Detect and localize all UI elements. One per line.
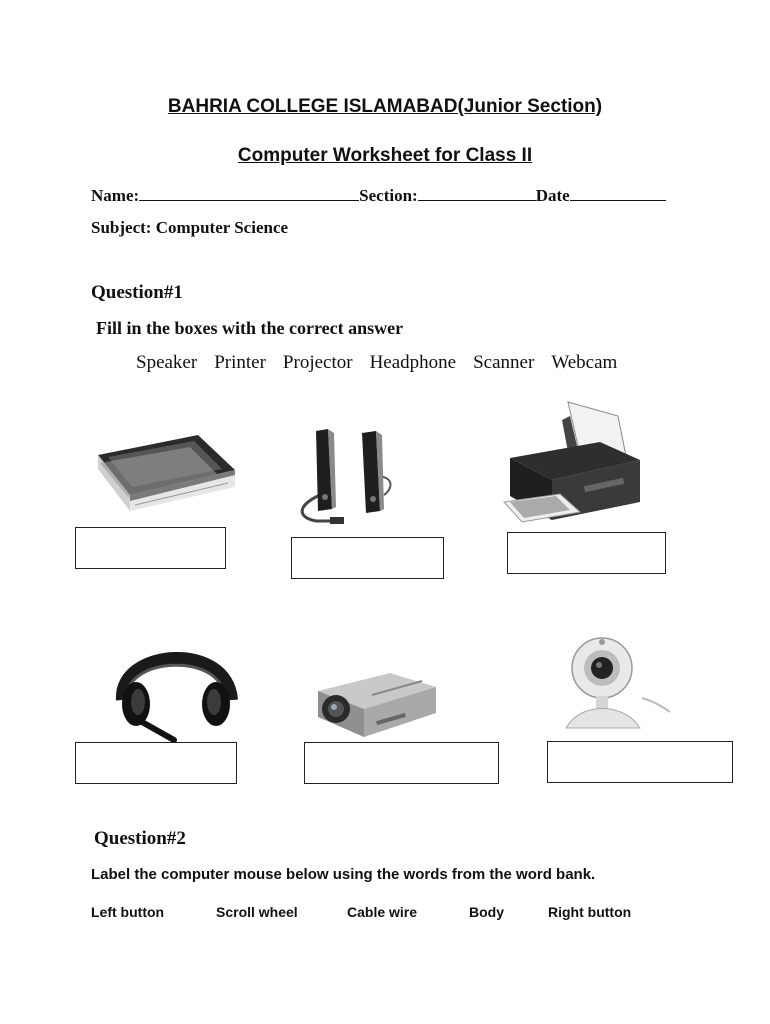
word-bank-item: Scanner [473,352,535,373]
question-1-instruction: Fill in the boxes with the correct answer [96,318,404,338]
word-bank-2-item: Body [469,904,504,920]
answer-box-headphones[interactable] [75,742,237,784]
question-1-heading: Question#1 [91,282,183,303]
answer-box-printer[interactable] [507,532,666,574]
date-blank[interactable] [570,187,666,201]
school-name: BAHRIA COLLEGE ISLAMABAD(Junior Section) [167,96,603,117]
word-bank-item: Headphone [369,352,457,373]
webcam-image [560,632,670,732]
word-bank-item: Speaker [136,352,198,373]
word-bank-item: Webcam [551,352,618,373]
word-bank-2-item: Left button [91,904,165,920]
speakers-image [288,425,408,530]
student-info-line [91,186,666,206]
question-2-instruction: Label the computer mouse below using the words from the word bank. [91,866,596,883]
headphones-image [108,630,243,745]
projector-image [312,665,442,745]
date-label: Date [535,186,570,205]
section-blank[interactable] [418,187,536,201]
word-bank-item: Printer [214,352,266,373]
answer-box-webcam[interactable] [547,741,733,783]
answer-box-scanner[interactable] [75,527,226,569]
printer-image [500,398,645,528]
question-2-heading: Question#2 [94,828,186,849]
subject-line: Subject: Computer Science [91,218,289,237]
name-blank[interactable] [139,187,359,201]
word-bank-2-item: Cable wire [347,904,418,920]
scanner-image [90,425,240,525]
word-bank-2-item: Scroll wheel [216,904,298,920]
name-label: Name: [91,186,140,205]
worksheet-title: Computer Worksheet for Class II [237,145,533,166]
word-bank-item: Projector [282,352,353,373]
answer-box-speakers[interactable] [291,537,444,579]
word-bank-1 [136,352,617,374]
word-bank-2-item: Right button [548,904,632,920]
section-label: Section: [359,186,418,205]
answer-box-projector[interactable] [304,742,499,784]
